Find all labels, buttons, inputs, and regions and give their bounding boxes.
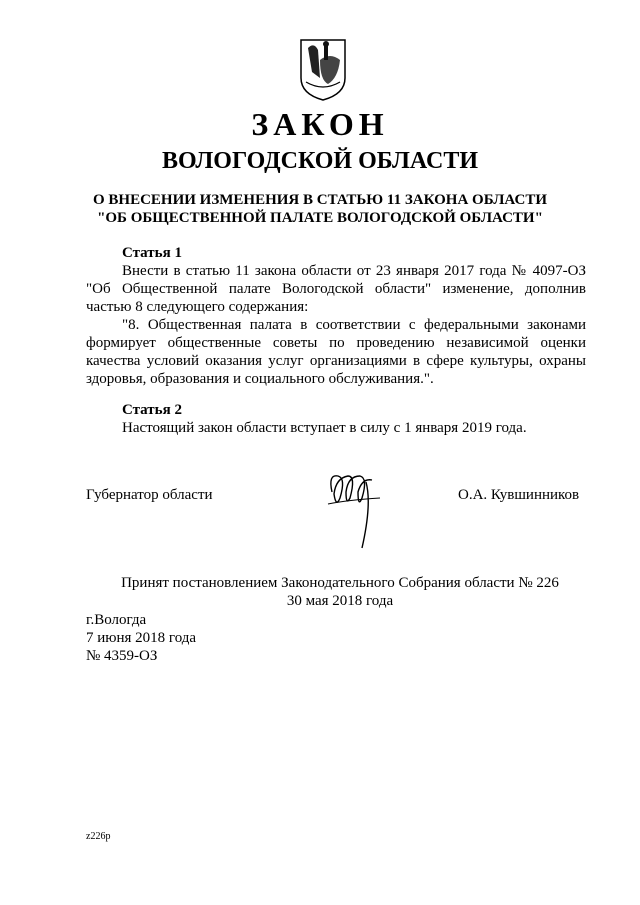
heading-line-1: О ВНЕСЕНИИ ИЗМЕНЕНИЯ В СТАТЬЮ 11 ЗАКОНА ОБЛАСТИ xyxy=(92,192,547,208)
article-1-title: Статья 1 xyxy=(122,245,182,261)
coat-of-arms-icon xyxy=(298,38,348,102)
issue-place: г.Вологда xyxy=(86,612,147,628)
adoption-note xyxy=(60,574,620,610)
article-2-text: Настоящий закон области вступает в силу с 1 января 2019 года. xyxy=(122,420,527,436)
law-number: № 4359-ОЗ xyxy=(86,648,158,664)
article-1-quote: "8. Общественная палата в соответствии с федеральными законами формирует общественные советы по проведению независимой оценки качества условий оказания услуг организациями в сфере культуры, охраны здоровья, образования и социального обслуживания.". xyxy=(86,317,586,387)
article-2-title: Статья 2 xyxy=(122,402,182,418)
footer-code: z226p xyxy=(86,831,111,842)
issue-details xyxy=(86,611,196,665)
heading-line-2: "ОБ ОБЩЕСТВЕННОЙ ПАЛАТЕ ВОЛОГОДСКОЙ ОБЛАСТИ" xyxy=(97,210,543,226)
article-1-body xyxy=(86,262,586,388)
article-2-body xyxy=(86,419,586,437)
signatory-name: О.А. Кувшинников xyxy=(458,487,580,503)
issue-date: 7 июня 2018 года xyxy=(86,630,197,646)
adoption-line-2: 30 мая 2018 года xyxy=(286,593,394,609)
document-heading xyxy=(60,191,580,227)
document-title: ЗАКОН xyxy=(251,106,389,142)
handwritten-signature-icon xyxy=(322,464,392,554)
signatory-position: Губернатор области xyxy=(86,487,213,503)
document-subtitle: ВОЛОГОДСКОЙ ОБЛАСТИ xyxy=(161,148,479,174)
article-1-text: Внести в статью 11 закона области от 23 января 2017 года № 4097-ОЗ "Об Общественной палате Вологодской области" изменение, дополнив частью 8 следующего содержания: xyxy=(86,263,586,315)
adoption-line-1: Принят постановлением Законодательного Собрания области № 226 xyxy=(121,575,559,591)
